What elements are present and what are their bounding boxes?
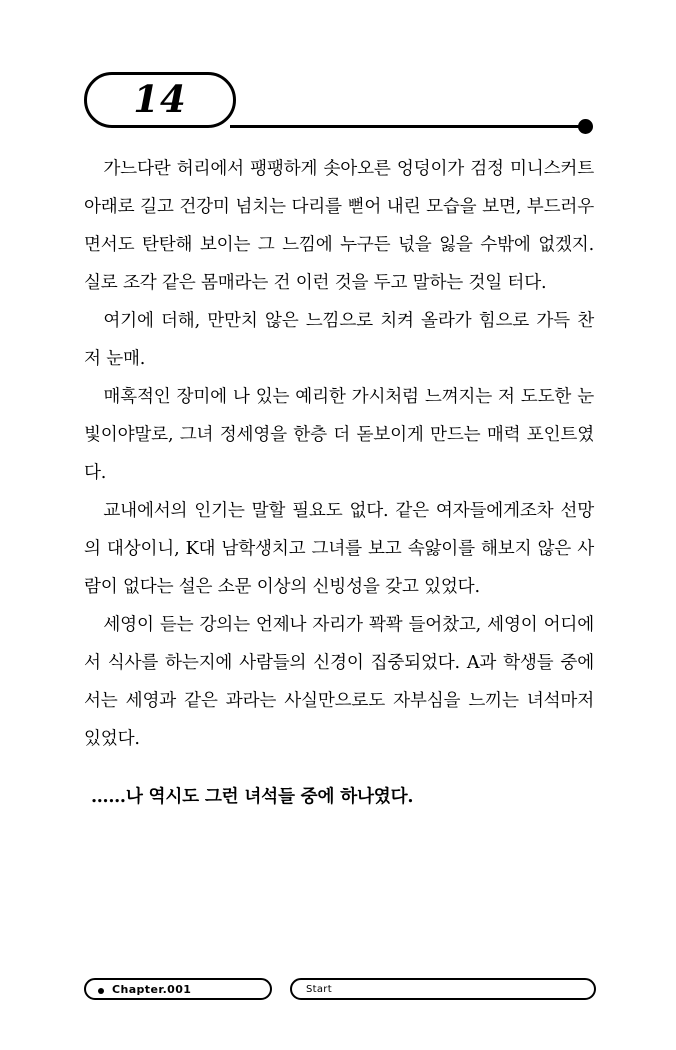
chapter-header: [84, 72, 594, 134]
footer-dot-icon: [98, 988, 104, 994]
paragraph-emphasis: ……나 역시도 그런 녀석들 중에 하나였다.: [91, 786, 414, 807]
paragraph: 매혹적인 장미에 나 있는 예리한 가시처럼 느껴지는 저 도도한 눈빛이야말로, 그녀 정세영을 한층 더 돋보이게 만드는 매력 포인트였다.: [84, 387, 594, 483]
paragraph: 세영이 듣는 강의는 언제나 자리가 꽉꽉 들어찼고, 세영이 어디에서 식사를 하는지에 사람들의 신경이 집중되었다. A과 학생들 중에서는 세영과 같은 과라는 사실만으로도 자부심을 느끼는 녀석마저 있었다.: [84, 615, 594, 749]
footer-chapter-pill: [84, 978, 272, 1000]
page-footer: [84, 978, 596, 1000]
footer-chapter-label: Chapter.001: [112, 983, 192, 996]
paragraph: 교내에서의 인기는 말할 필요도 없다. 같은 여자들에게조차 선망의 대상이니, K대 남학생치고 그녀를 보고 속앓이를 해보지 않은 사람이 없다는 설은 소문 이상의 신빙성을 갖고 있었다.: [84, 501, 594, 597]
paragraph: 가느다란 허리에서 팽팽하게 솟아오른 엉덩이가 검정 미니스커트 아래로 길고 건강미 넘치는 다리를 뻗어 내린 모습을 보면, 부드러우면서도 탄탄해 보이는 그 느낌에 누구든 넋을 잃을 수밖에 없겠지. 실로 조각 같은 몸매라는 건 이런 것을 두고 말하는 것일 터다.: [84, 159, 594, 293]
chapter-header-end-dot-icon: [578, 119, 593, 134]
body-text: [84, 150, 594, 816]
paragraph: 여기에 더해, 만만치 않은 느낌으로 치켜 올라가 힘으로 가득 찬 저 눈매.: [84, 311, 594, 369]
footer-start-pill: [290, 978, 596, 1000]
chapter-header-rule: [230, 125, 584, 128]
footer-start-label: Start: [306, 984, 332, 995]
chapter-number: 14: [133, 77, 187, 121]
